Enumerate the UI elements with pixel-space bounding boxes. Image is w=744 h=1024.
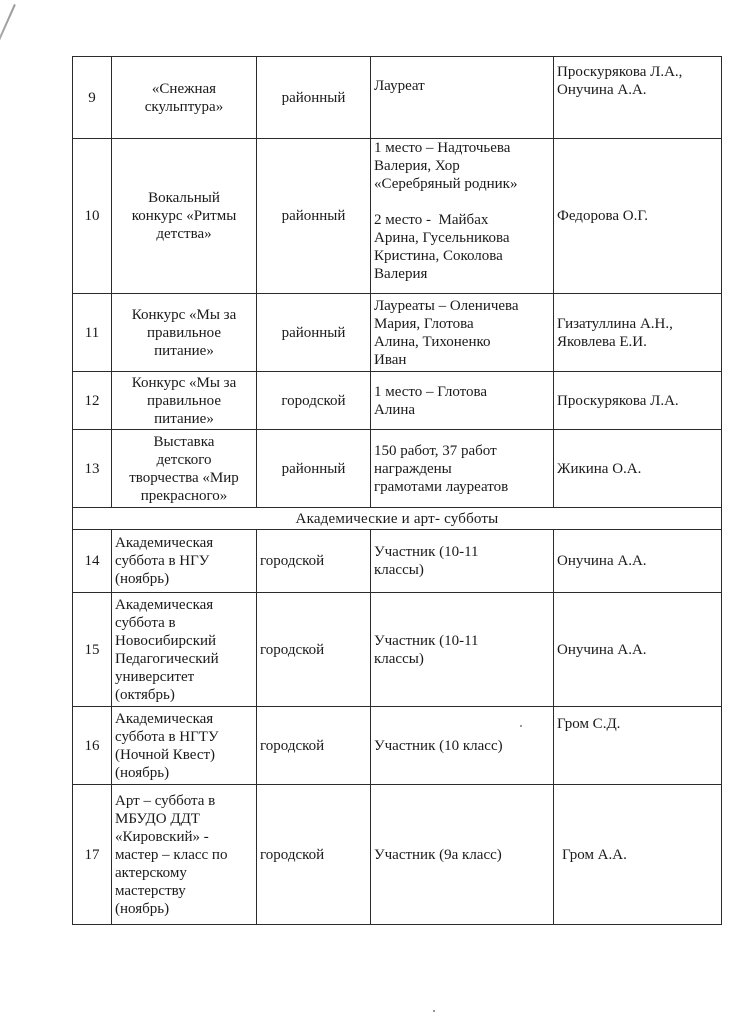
event-level: городской [257, 372, 371, 430]
event-name: «Снежная скульптура» [112, 57, 257, 139]
teacher-name: Проскурякова Л.А., Онучина А.А. [554, 57, 722, 139]
event-level: городской [257, 785, 371, 925]
event-name: Конкурс «Мы за правильное питание» [112, 294, 257, 372]
table-row [73, 785, 722, 925]
teacher-name: Проскурякова Л.А. [554, 372, 722, 430]
row-number: 15 [73, 593, 112, 707]
event-result: Участник (10-11 классы) [371, 593, 554, 707]
table-row [73, 530, 722, 593]
event-level: городской [257, 530, 371, 593]
event-result: Лауреат [371, 57, 554, 139]
table-body [73, 57, 722, 925]
event-level: районный [257, 430, 371, 508]
event-result: Участник (10 класс) [371, 707, 554, 785]
teacher-name: Федорова О.Г. [554, 139, 722, 294]
event-result: Участник (9а класс) [371, 785, 554, 925]
table-row [73, 707, 722, 785]
teacher-name: Гизатуллина А.Н., Яковлева Е.И. [554, 294, 722, 372]
event-level: городской [257, 707, 371, 785]
event-name: Вокальный конкурс «Ритмы детства» [112, 139, 257, 294]
blank-line [374, 193, 550, 211]
event-name: Академическая суббота в Новосибирский Педагогический университет (октябрь) [112, 593, 257, 707]
row-number: 14 [73, 530, 112, 593]
table-row [73, 139, 722, 294]
scan-speck [433, 1010, 435, 1012]
row-number: 12 [73, 372, 112, 430]
table-row [73, 430, 722, 508]
section-title: Академические и арт- субботы [73, 508, 722, 530]
table-row [73, 57, 722, 139]
event-name: Арт – суббота в МБУДО ДДТ «Кировский» - мастер – класс по актерскому мастерству (ноябрь) [112, 785, 257, 925]
event-result: 150 работ, 37 работ награждены грамотами лауреатов [371, 430, 554, 508]
teacher-name: Гром А.А. [554, 785, 722, 925]
row-number: 10 [73, 139, 112, 294]
event-result: 1 место – Глотова Алина [371, 372, 554, 430]
event-level: районный [257, 139, 371, 294]
event-result: Участник (10-11 классы) [371, 530, 554, 593]
table-row [73, 294, 722, 372]
event-result: Лауреаты – Оленичева Мария, Глотова Алина, Тихоненко Иван [371, 294, 554, 372]
event-result: 1 место – Надточьева Валерия, Хор «Серебряный родник» 2 место - Майбах Арина, Гусельникова Кристина, Соколова Валерия [371, 139, 554, 294]
teacher-name: Онучина А.А. [554, 593, 722, 707]
section-row [73, 508, 722, 530]
row-number: 13 [73, 430, 112, 508]
event-name: Конкурс «Мы за правильное питание» [112, 372, 257, 430]
event-level: городской [257, 593, 371, 707]
row-number: 9 [73, 57, 112, 139]
event-name: Академическая суббота в НГУ (ноябрь) [112, 530, 257, 593]
row-number: 17 [73, 785, 112, 925]
teacher-name: Онучина А.А. [554, 530, 722, 593]
row-number: 16 [73, 707, 112, 785]
row-number: 11 [73, 294, 112, 372]
scan-edge-mark [0, 4, 16, 165]
teacher-name: Гром С.Д. [554, 707, 722, 785]
event-level: районный [257, 57, 371, 139]
table-row [73, 372, 722, 430]
table-row [73, 593, 722, 707]
teacher-name: Жикина О.А. [554, 430, 722, 508]
event-name: Выставка детского творчества «Мир прекрасного» [112, 430, 257, 508]
event-level: районный [257, 294, 371, 372]
awards-table [72, 56, 722, 925]
event-name: Академическая суббота в НГТУ (Ночной Квест) (ноябрь) [112, 707, 257, 785]
